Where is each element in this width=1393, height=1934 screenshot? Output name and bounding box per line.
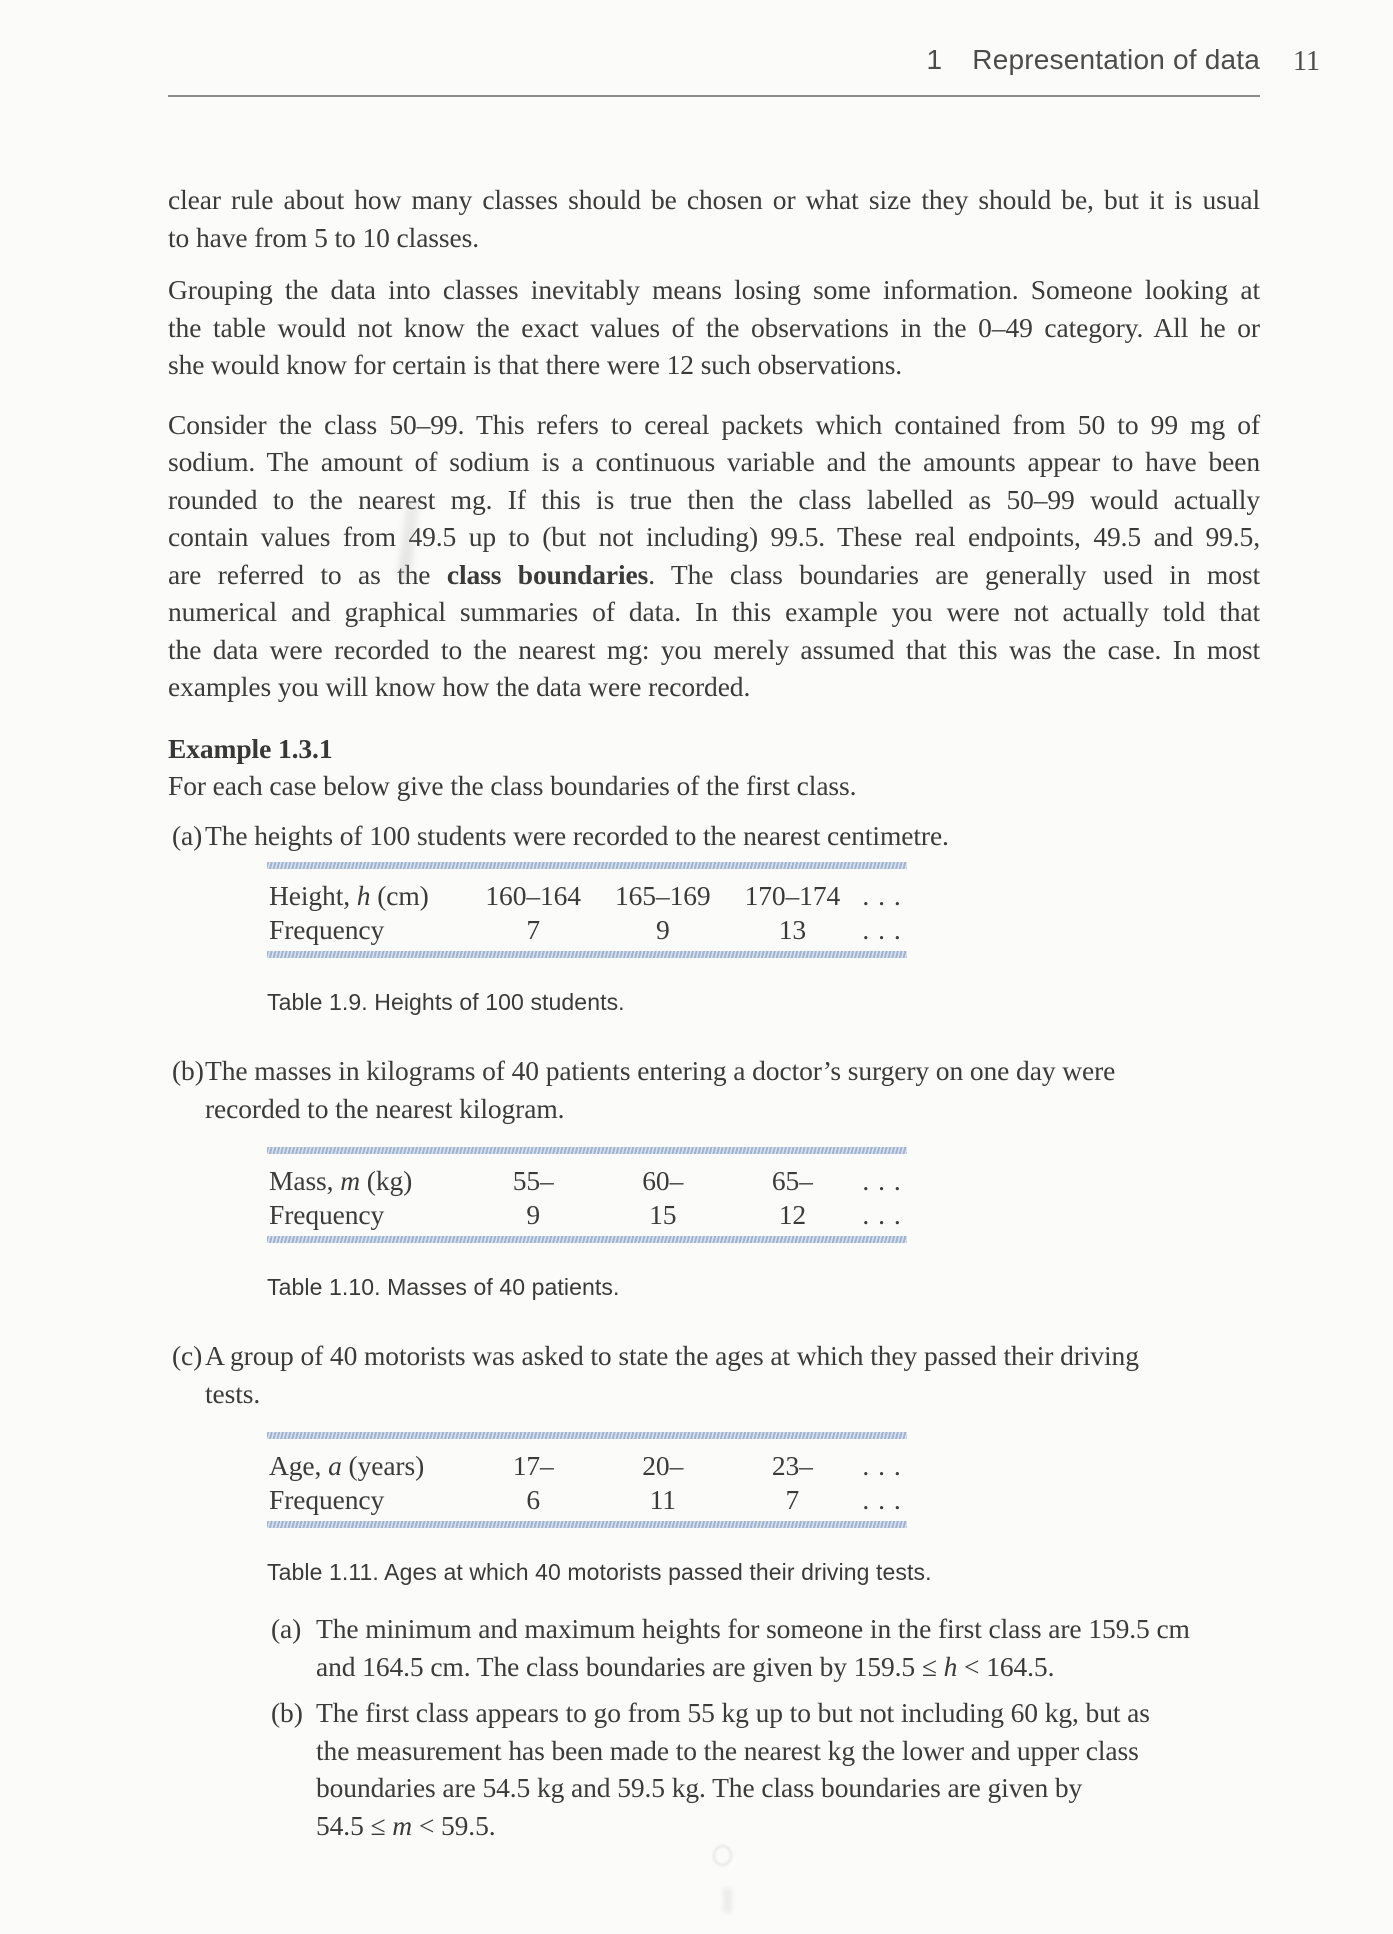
table-cell: 15 — [649, 1199, 677, 1230]
row-label: Age, a (years) — [269, 1450, 425, 1481]
table-cell: 6 — [526, 1484, 540, 1515]
text-line: The minimum and maximum heights for someone in the first class are 159.5 cm — [316, 1613, 1190, 1644]
ellipsis-cell: . . . — [862, 1199, 902, 1230]
text-line: Grouping the data into classes inevitably means losing some information. Someone looking at — [168, 274, 1260, 305]
ellipsis-cell: . . . — [862, 1484, 902, 1515]
example-answers — [168, 1610, 1260, 1844]
table-heights — [267, 862, 907, 958]
table-cell: 17– — [512, 1450, 554, 1481]
text-line: the table would not know the exact values of the observations in the 0–49 category. All he or — [168, 311, 1260, 343]
text-line: the measurement has been made to the nearest kg the lower and upper class — [316, 1734, 1139, 1766]
text-line: clear rule about how many classes should be chosen or what size they should be, but it is usual — [168, 184, 1260, 215]
table-cell: 170–174 — [744, 880, 841, 911]
text-line: boundaries are 54.5 kg and 59.5 kg. The class boundaries are given by — [316, 1772, 1083, 1803]
table-cell: 11 — [649, 1484, 676, 1515]
text-line: numerical and graphical summaries of data. In this example you were not actually told that — [168, 596, 1260, 627]
paragraph — [168, 271, 1260, 384]
text-line: recorded to the nearest kilogram. — [205, 1092, 565, 1124]
row-label: Height, h (cm) — [269, 880, 429, 911]
page-number: 11 — [1293, 46, 1320, 77]
table-cell: 160–164 — [485, 880, 581, 911]
table-rule-top — [267, 862, 907, 869]
example-intro — [168, 767, 1260, 805]
item-marker: (a) — [172, 819, 203, 851]
table-cell: 60– — [642, 1165, 684, 1196]
row-label: Frequency — [269, 1199, 385, 1230]
row-label: Frequency — [269, 914, 385, 945]
example-item-b — [172, 1052, 1260, 1127]
table-masses — [267, 1147, 907, 1243]
text-line: and 164.5 cm. The class boundaries are given by 159.5 ≤ h < 164.5. — [316, 1650, 1055, 1682]
chapter-number: 1 — [926, 44, 943, 75]
table-cell: 20– — [642, 1450, 684, 1481]
item-marker: (c) — [172, 1340, 203, 1371]
example-heading: Example 1.3.1 — [168, 732, 333, 764]
table-caption: Table 1.10. Masses of 40 patients. — [267, 1274, 620, 1300]
table-rows — [267, 1154, 907, 1236]
table-ages — [267, 1432, 907, 1528]
ellipsis-cell: . . . — [862, 914, 902, 945]
text-line: 54.5 ≤ m < 59.5. — [316, 1809, 496, 1841]
text-line: she would know for certain is that there were 12 such observations. — [168, 349, 903, 380]
table-rule-bottom — [267, 1521, 907, 1528]
table-caption: Table 1.9. Heights of 100 students. — [267, 989, 625, 1015]
example-item-c — [172, 1337, 1260, 1412]
text-line: The heights of 100 students were recorded to the nearest centimetre. — [205, 819, 949, 851]
table-rule-top — [267, 1432, 907, 1439]
table-rule-bottom — [267, 951, 907, 958]
text-line: The masses in kilograms of 40 patients entering a doctor’s surgery on one day were — [205, 1055, 1116, 1086]
text-line: contain values from 49.5 up to (but not including) 99.5. These real endpoints, 49.5 and 99.5, — [168, 521, 1260, 552]
table-rows — [267, 1439, 907, 1521]
answer-a — [271, 1610, 1246, 1685]
table-row — [267, 1483, 907, 1517]
table-cell: 165–169 — [614, 880, 711, 911]
table-cell: 9 — [526, 1199, 540, 1230]
text-line: are referred to as the class boundaries. The class boundaries are generally used in most — [168, 558, 1260, 590]
chapter-title: Representation of data — [972, 44, 1260, 75]
text-line: the data were recorded to the nearest mg: you merely assumed that this was the case. In most — [168, 633, 1260, 665]
table-row — [267, 1449, 907, 1483]
table-cell: 55– — [512, 1165, 554, 1196]
text-line: to have from 5 to 10 classes. — [168, 221, 479, 253]
paragraph — [168, 406, 1260, 706]
page-body — [168, 0, 1260, 1853]
table-row — [267, 879, 907, 913]
table-cell: 7 — [526, 914, 540, 945]
table-rule-top — [267, 1147, 907, 1154]
ellipsis-cell: . . . — [862, 880, 902, 911]
table-rows — [267, 869, 907, 951]
text-line: tests. — [205, 1377, 261, 1409]
table-cell: 12 — [778, 1199, 807, 1230]
text-line: Consider the class 50–99. This refers to cereal packets which contained from 50 to 99 mg of — [168, 408, 1260, 440]
table-caption: Table 1.11. Ages at which 40 motorists passed their driving tests. — [267, 1559, 932, 1585]
ellipsis-cell: . . . — [862, 1450, 902, 1481]
text-line: A group of 40 motorists was asked to state the ages at which they passed their driving — [205, 1340, 1139, 1371]
paragraph — [168, 181, 1260, 256]
table-cell: 65– — [771, 1165, 813, 1196]
text-line: The first class appears to go from 55 kg up to but not including 60 kg, but as — [316, 1697, 1150, 1728]
table-cell: 23– — [771, 1450, 813, 1481]
text-line: For each case below give the class boundaries of the first class. — [168, 770, 857, 801]
row-label: Mass, m (kg) — [269, 1165, 413, 1196]
row-label: Frequency — [269, 1484, 385, 1515]
table-row — [267, 1164, 907, 1198]
table-row — [267, 1198, 907, 1232]
text-line: examples you will know how the data were recorded. — [168, 671, 751, 702]
table-cell: 13 — [778, 914, 807, 945]
answer-marker: (b) — [271, 1697, 303, 1728]
text-line: rounded to the nearest mg. If this is true then the class labelled as 50–99 would actually — [168, 483, 1260, 515]
table-cell: 7 — [785, 1484, 800, 1515]
table-row — [267, 913, 907, 947]
item-marker: (b) — [172, 1055, 204, 1086]
answer-marker: (a) — [271, 1613, 302, 1644]
table-rule-bottom — [267, 1236, 907, 1243]
text-line: sodium. The amount of sodium is a continuous variable and the amounts appear to have been — [168, 446, 1260, 477]
answer-b — [271, 1694, 1246, 1844]
table-cell: 9 — [655, 914, 670, 945]
example-item-a — [172, 817, 1260, 855]
scan-smudge — [723, 1888, 732, 1913]
ellipsis-cell: . . . — [862, 1165, 902, 1196]
